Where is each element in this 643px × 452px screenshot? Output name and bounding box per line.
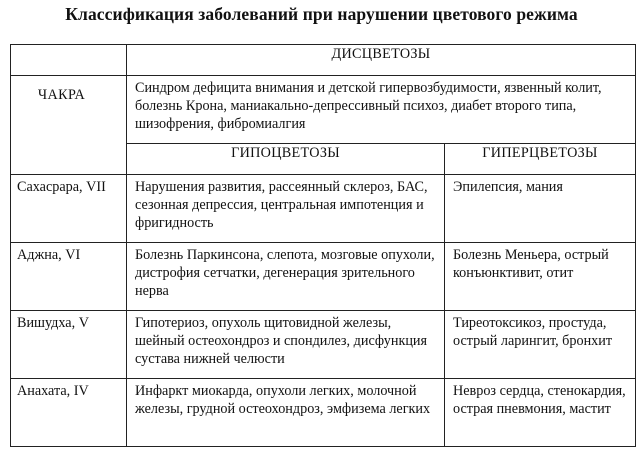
page-title: Классификация заболеваний при нарушении цветового режима [65, 4, 578, 24]
header-chakra-spacer [11, 45, 127, 76]
hyper-cell: Эпилепсия, мания [445, 175, 636, 243]
hyper-cell: Невроз сердца, стенокардия, острая пневмония, мастит [445, 379, 636, 447]
table-row [11, 175, 636, 243]
hyper-cell: Тиреотоксикоз, простуда, острый ларингит, бронхит [445, 311, 636, 379]
discolorations-row [11, 76, 636, 144]
table-row [11, 379, 636, 447]
hypo-cell: Нарушения развития, рассеянный склероз, БАС, сезонная депрессия, центральная импотенция и фригидность [127, 175, 445, 243]
table-header-row [11, 45, 636, 76]
discolorations-text: Синдром дефицита внимания и детской гипервозбудимости, язвенный колит, болезнь Крона, маниакально-депрессивный психоз, диабет второго типа, шизофрения, фибромиалгия [127, 76, 636, 144]
header-discolorations: ДИСЦВЕТОЗЫ [127, 45, 636, 76]
chakra-cell: Вишудха, V [11, 311, 127, 379]
header-chakra: ЧАКРА [11, 76, 127, 175]
hypo-cell: Инфаркт миокарда, опухоли легких, молочной железы, грудной остеохондроз, эмфизема легких [127, 379, 445, 447]
chakra-cell: Аджна, VI [11, 243, 127, 311]
disease-classification-table [10, 44, 636, 447]
chakra-cell: Сахасрара, VII [11, 175, 127, 243]
header-hyper: ГИПЕРЦВЕТОЗЫ [445, 144, 636, 175]
header-hypo: ГИПОЦВЕТОЗЫ [127, 144, 445, 175]
hypo-cell: Гипотериоз, опухоль щитовидной железы, шейный остеохондроз и спондилез, дисфункция сустава нижней челюсти [127, 311, 445, 379]
hyper-cell: Болезнь Меньера, острый конъюнктивит, отит [445, 243, 636, 311]
chakra-cell: Анахата, IV [11, 379, 127, 447]
table-row [11, 243, 636, 311]
table-row [11, 311, 636, 379]
hypo-cell: Болезнь Паркинсона, слепота, мозговые опухоли, дистрофия сетчатки, дегенерация зрительного нерва [127, 243, 445, 311]
